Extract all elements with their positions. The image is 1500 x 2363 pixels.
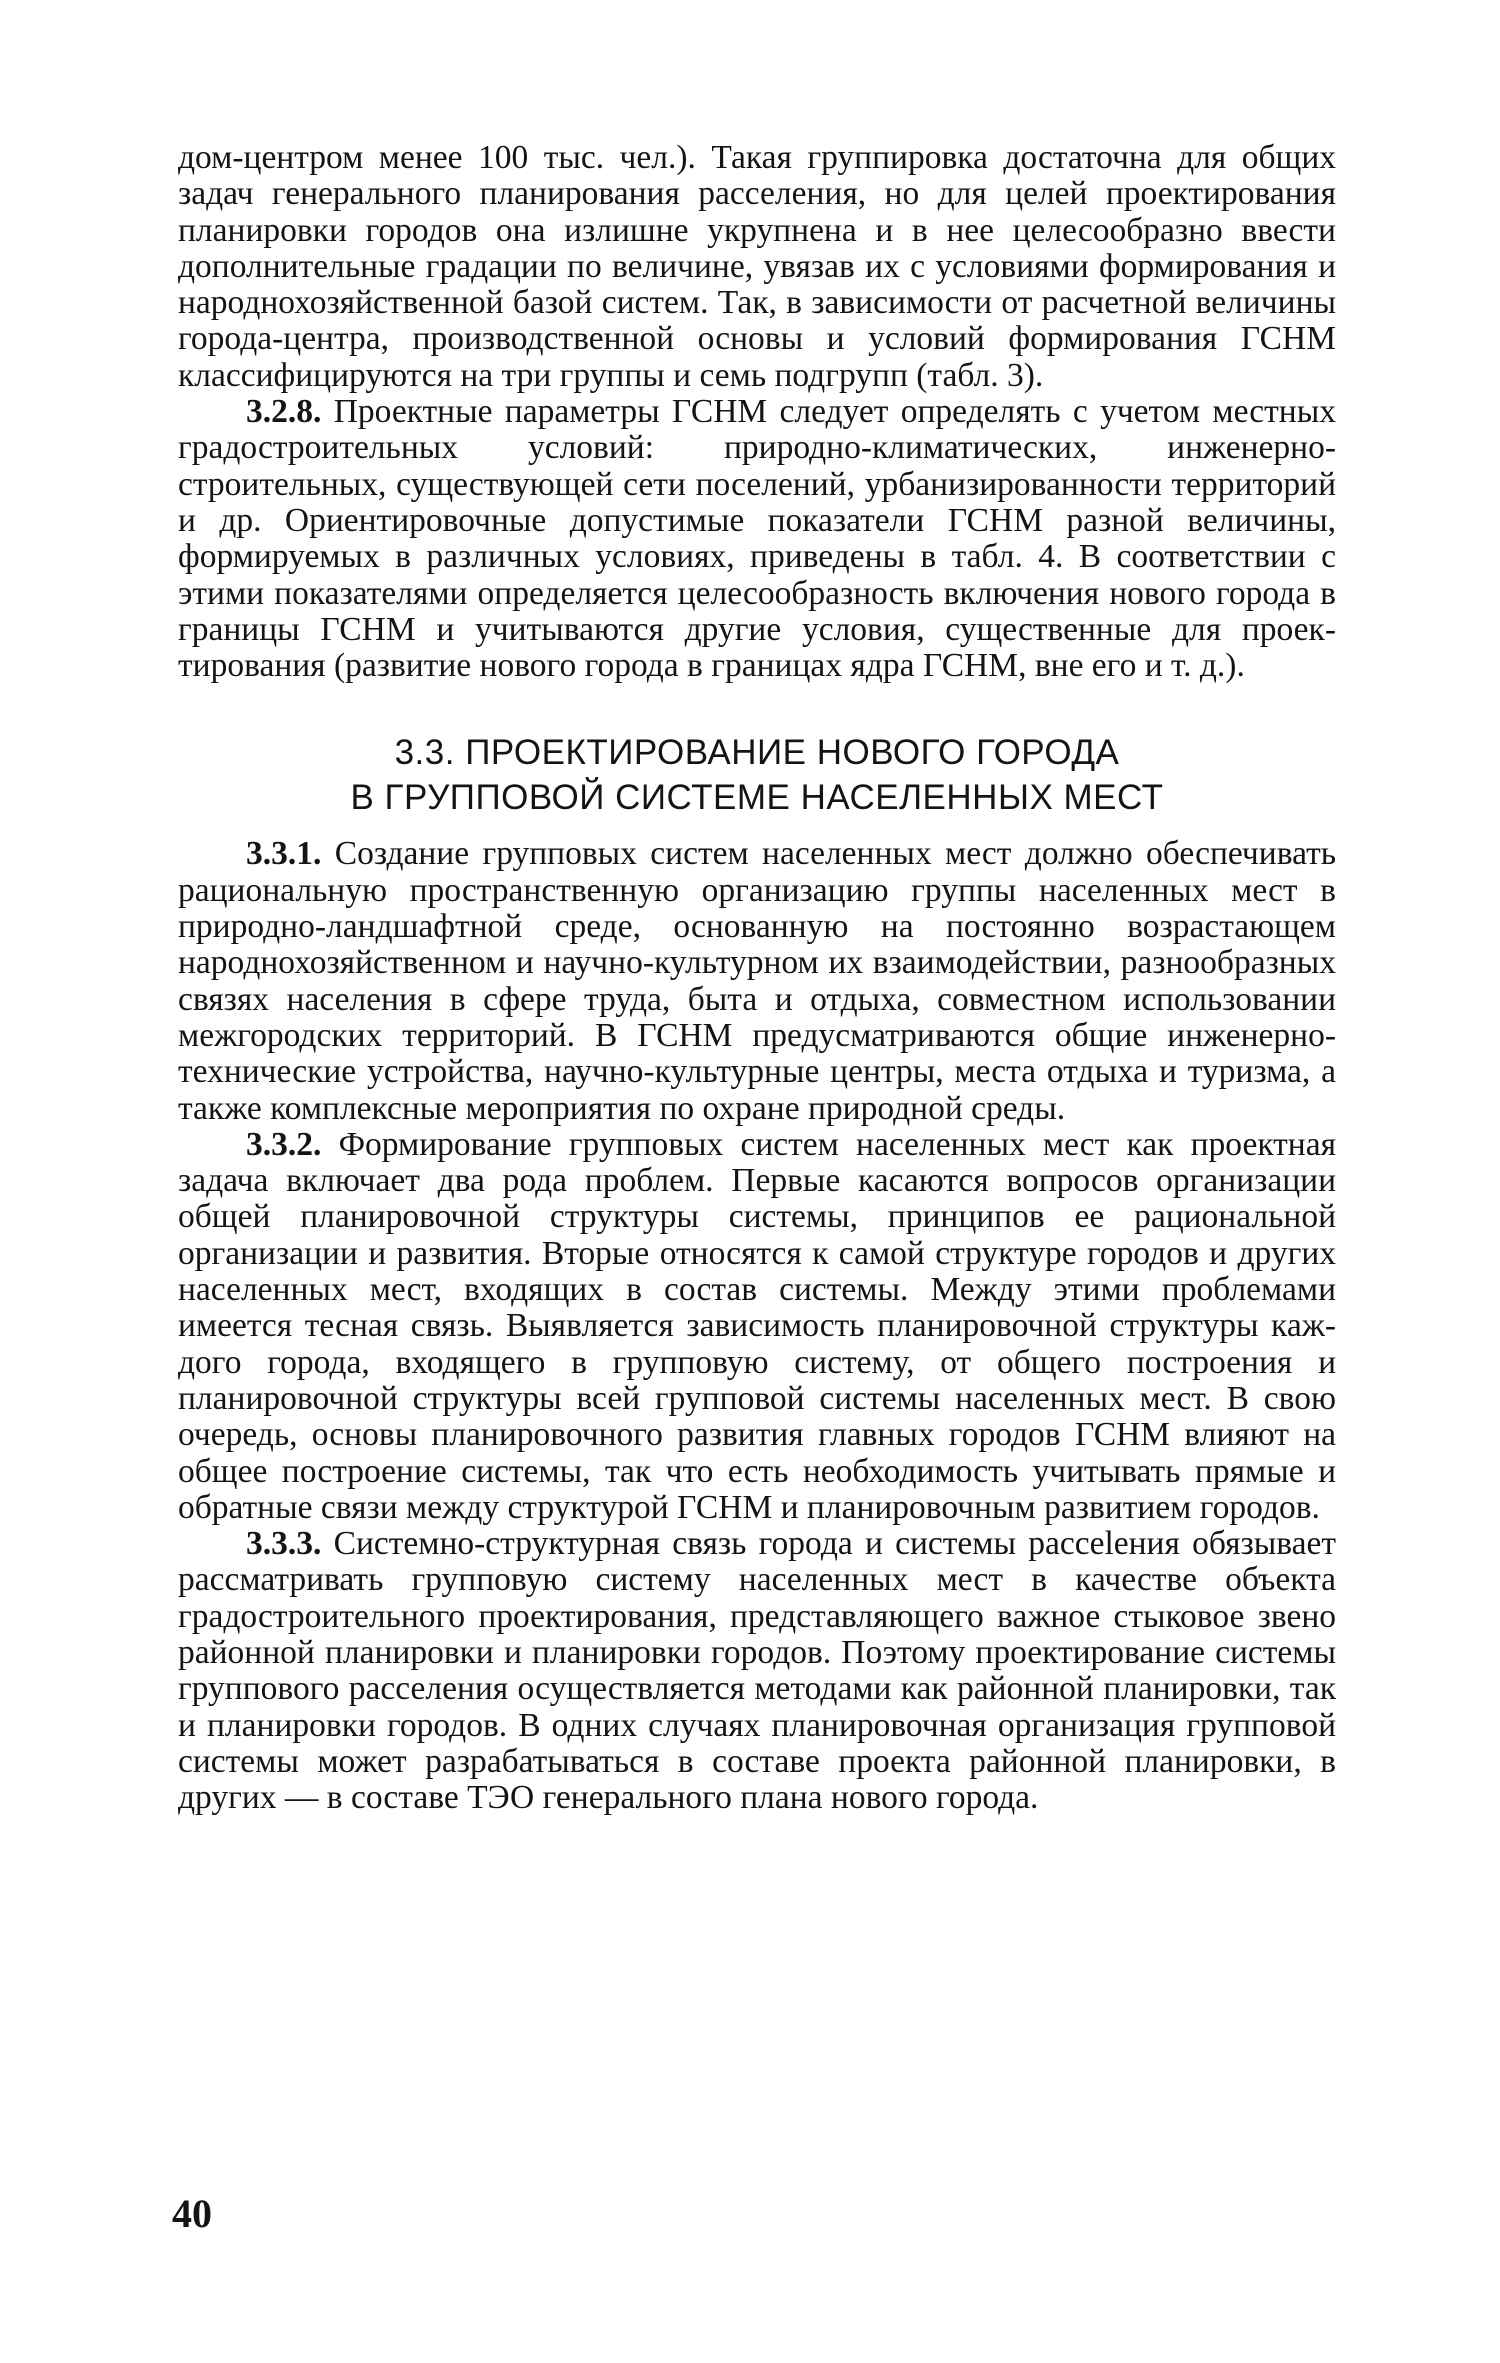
clause-text: Формирование групповых систем населенных мест как проектная задача включает два рода проблем. Первые касаются вопросов организации общей планировочной структуры системы, принципов ее рациональной организации и развития. Вторые относятся к самой структуре городов и других населенных мест, входящих в состав системы. Между этими проблемами имеется тесная связь. Выявляется зависимость планировочной структуры каждого города, входящего в групповую систему, от общего построения и планировочной структуры всей групповой системы населенных мест. В свою очередь, основы планировочного развития главных городов ГСНМ влияют на общее построение системы, так что есть необходимость учитывать прямые и обратные связи между структурой ГСНМ и планировочным развитием городов. — [178, 1125, 1336, 1526]
clause-3-3-2 — [178, 1127, 1336, 1526]
clause-text: Системно-структурная связь города и системы рассeleния обязывает рассматривать групповую систему населенных мест в качестве объекта градостроительного проектирования, представляющего важное стыковое звено районной планировки и планировки городов. Поэтому проектирование системы группового расселения осуществляется методами как районной планировки, так и планировки городов. В одних случаях планировочная организация групповой системы может разрабатываться в составе проекта районной планировки, в других — в составе ТЭО генерального плана нового города. — [178, 1525, 1336, 1817]
page-body — [178, 140, 1336, 1816]
clause-number: 3.2.8. — [246, 393, 322, 431]
clause-3-2-8 — [178, 394, 1336, 684]
intro-paragraph: дом-центром менее 100 тыс. чел.). Такая группировка достаточна для общих задач генерального планирования расселения, но для целей проектирования планировки городов она излишне укрупнена и в нее целесообразно ввести дополнительные градации по величине, увязав их с условиями формирования и народнохозяйственной базой систем. Так, в зависимости от расчетной величины города-центра, производственной основы и условий формирования ГСНМ классифицируются на три группы и семь подгрупп (табл. 3). — [178, 139, 1336, 394]
section-heading-line-2: В ГРУППОВОЙ СИСТЕМЕ НАСЕЛЕННЫХ МЕСТ — [350, 778, 1164, 818]
page-number: 40 — [172, 2191, 212, 2236]
section-heading-line-1: 3.3. ПРОЕКТИРОВАНИЕ НОВОГО ГОРОДА — [394, 733, 1120, 773]
clause-text: Создание групповых систем населенных мест должно обеспечивать рациональную пространственную организацию группы населенных мест в природно-ландшафтной среде, основанную на постоянно возрастающем народнохозяйственном и научно-культурном их взаимодействии, разнообразных связях населения в сфере труда, быта и отдыха, совместном использовании межгородских территорий. В ГСНМ предусматриваются общие инженерно-технические устройства, научно-культурные центры, места отдыха и туризма, а также комплексные мероприятия по охране природной среды. — [178, 835, 1336, 1127]
clause-number: 3.3.1. — [246, 835, 322, 873]
clause-3-3-1 — [178, 836, 1336, 1126]
clause-number: 3.3.3. — [246, 1525, 322, 1563]
clause-text: Проектные параметры ГСНМ следует определять с учетом местных градостроительных условий: природно-климатических, инженерно-строительных, существующей сети поселений, урбанизированности территорий и др. Ориентировочные допустимые показатели ГСНМ разной величины, формируемых в различных условиях, приведены в табл. 4. В соответствии с этими показателями определяется целесообразность включения нового города в границы ГСНМ и учитываются другие условия, существенные для проектирования (развитие нового города в границах ядра ГСНМ, вне его и т. д.). — [178, 393, 1336, 685]
section-heading — [178, 730, 1336, 820]
clause-number: 3.3.2. — [246, 1125, 322, 1163]
clause-3-3-3 — [178, 1526, 1336, 1816]
